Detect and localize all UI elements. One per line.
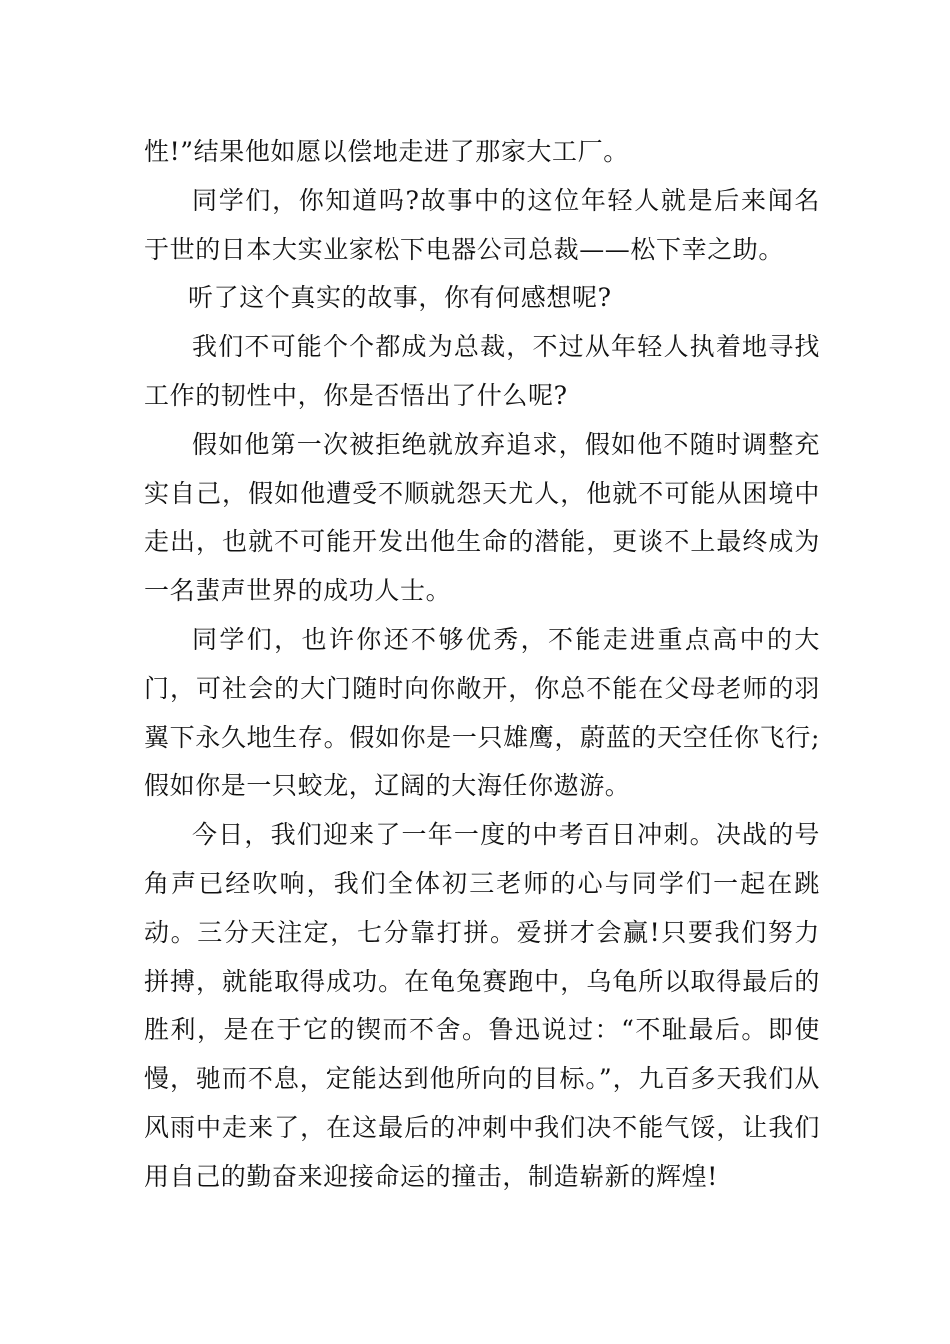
paragraph-continuation: 性!”结果他如愿以偿地走进了那家大工厂。	[144, 137, 629, 166]
paragraph: 同学们，也许你还不够优秀，不能走进重点高中的大门，可社会的大门随时向你敞开，你总不能在父母老师的羽翼下永久地生存。假如你是一只雄鹰，蔚蓝的天空任你飞行;假如你是一只蛟龙，辽阔的大海任你遨游。	[144, 624, 820, 801]
paragraph: 听了这个真实的故事，你有何感想呢?	[188, 283, 612, 313]
paragraph: 今日，我们迎来了一年一度的中考百日冲刺。决战的号角声已经吹响，我们全体初三老师的心与同学们一起在跳动。三分天注定，七分靠打拼。爱拼才会赢!只要我们努力拼搏，就能取得成功。在龟兔赛跑中，乌龟所以取得最后的胜利，是在于它的锲而不舍。鲁迅说过：“不耻最后。即使慢，驰而不息，定能达到他所向的目标。”，九百多天我们从风雨中走来了，在这最后的冲刺中我们决不能气馁，让我们用自己的勤奋来迎接命运的撞击，制造崭新的辉煌!	[144, 820, 820, 1191]
paragraph: 假如他第一次被拒绝就放弃追求，假如他不随时调整充实自己，假如他遭受不顺就怨天尤人，他就不可能从困境中走出，也就不可能开发出他生命的潜能，更谈不上最终成为一名蜚声世界的成功人士。	[144, 429, 820, 606]
paragraph: 同学们，你知道吗?故事中的这位年轻人就是后来闻名于世的日本大实业家松下电器公司总裁——松下幸之助。	[144, 185, 820, 264]
body-text	[144, 128, 820, 1202]
paragraph: 我们不可能个个都成为总裁，不过从年轻人执着地寻找工作的韧性中，你是否悟出了什么呢?	[144, 332, 820, 410]
